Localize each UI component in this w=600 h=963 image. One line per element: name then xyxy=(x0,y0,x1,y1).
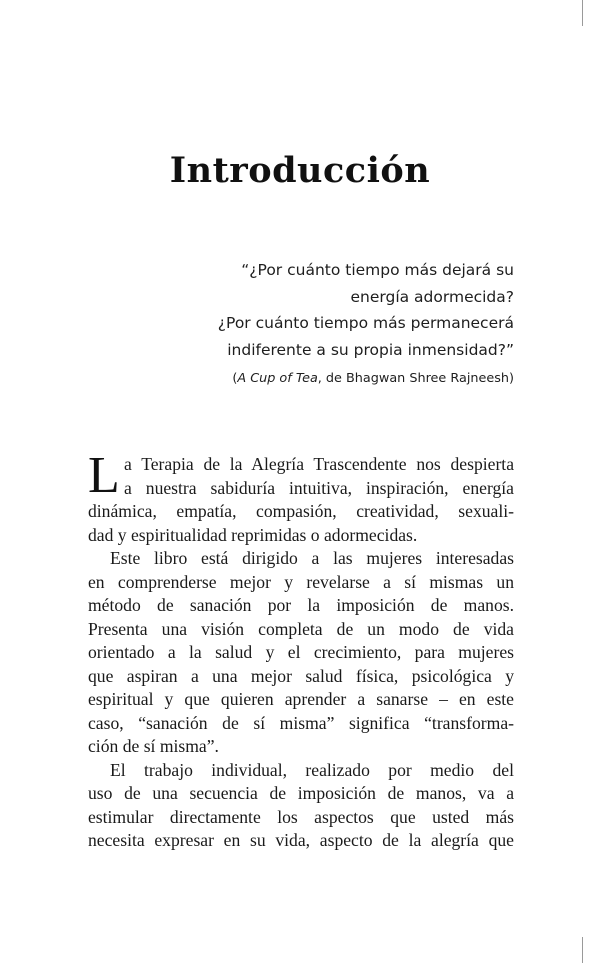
attribution-work-title: A Cup of Tea xyxy=(237,371,318,386)
attribution-open: ( xyxy=(232,371,238,386)
text-line: espiritual y que quieren aprender a sanarse – en este xyxy=(88,689,514,709)
text-line: Este libro está dirigido a las mujeres interesadas xyxy=(110,548,514,568)
drop-cap: L xyxy=(88,447,120,504)
epigraph-line: energía adormecida? xyxy=(350,287,514,306)
text-line: que aspiran a una mejor salud física, psicológica y xyxy=(88,665,514,686)
epigraph-attribution xyxy=(232,371,514,386)
text-line: El trabajo individual, realizado por medio del xyxy=(110,759,514,780)
text-line: método de sanación por la imposición de manos. xyxy=(88,595,514,615)
chapter-title: Introducción xyxy=(169,150,431,191)
text-line: caso, “sanación de sí misma” significa “transforma- xyxy=(88,712,514,733)
text-line: a nuestra sabiduría intuitiva, inspiración, energía xyxy=(124,477,514,498)
text-line: en comprenderse mejor y revelarse a sí mismas un xyxy=(88,571,514,592)
text-line: uso de una secuencia de imposición de manos, va a xyxy=(88,783,514,803)
text-line: estimular directamente los aspectos que usted más xyxy=(88,806,514,827)
text-line: necesita expresar en su vida, aspecto de la alegría que xyxy=(88,830,514,850)
epigraph-quote xyxy=(134,257,514,363)
epigraph-line: “¿Por cuánto tiempo más dejará su xyxy=(241,261,514,279)
text-line: ción de sí misma”. xyxy=(88,736,219,756)
crop-mark-top xyxy=(582,0,583,26)
crop-mark-bottom xyxy=(582,937,583,963)
text-line: a Terapia de la Alegría Trascendente nos despierta xyxy=(124,454,514,474)
epigraph-line: indiferente a su propia inmensidad?” xyxy=(227,340,514,359)
text-line: dinámica, empatía, compasión, creatividad, sexuali- xyxy=(88,501,514,521)
text-line: dad y espiritualidad reprimidas o adormecidas. xyxy=(88,524,418,545)
body-text xyxy=(88,447,514,853)
epigraph-line: ¿Por cuánto tiempo más permanecerá xyxy=(217,314,514,332)
text-line: Presenta una visión completa de un modo de vida xyxy=(88,618,514,639)
attribution-author: , de Bhagwan Shree Rajneesh) xyxy=(317,371,514,386)
text-line: orientado a la salud y el crecimiento, para mujeres xyxy=(88,642,514,662)
